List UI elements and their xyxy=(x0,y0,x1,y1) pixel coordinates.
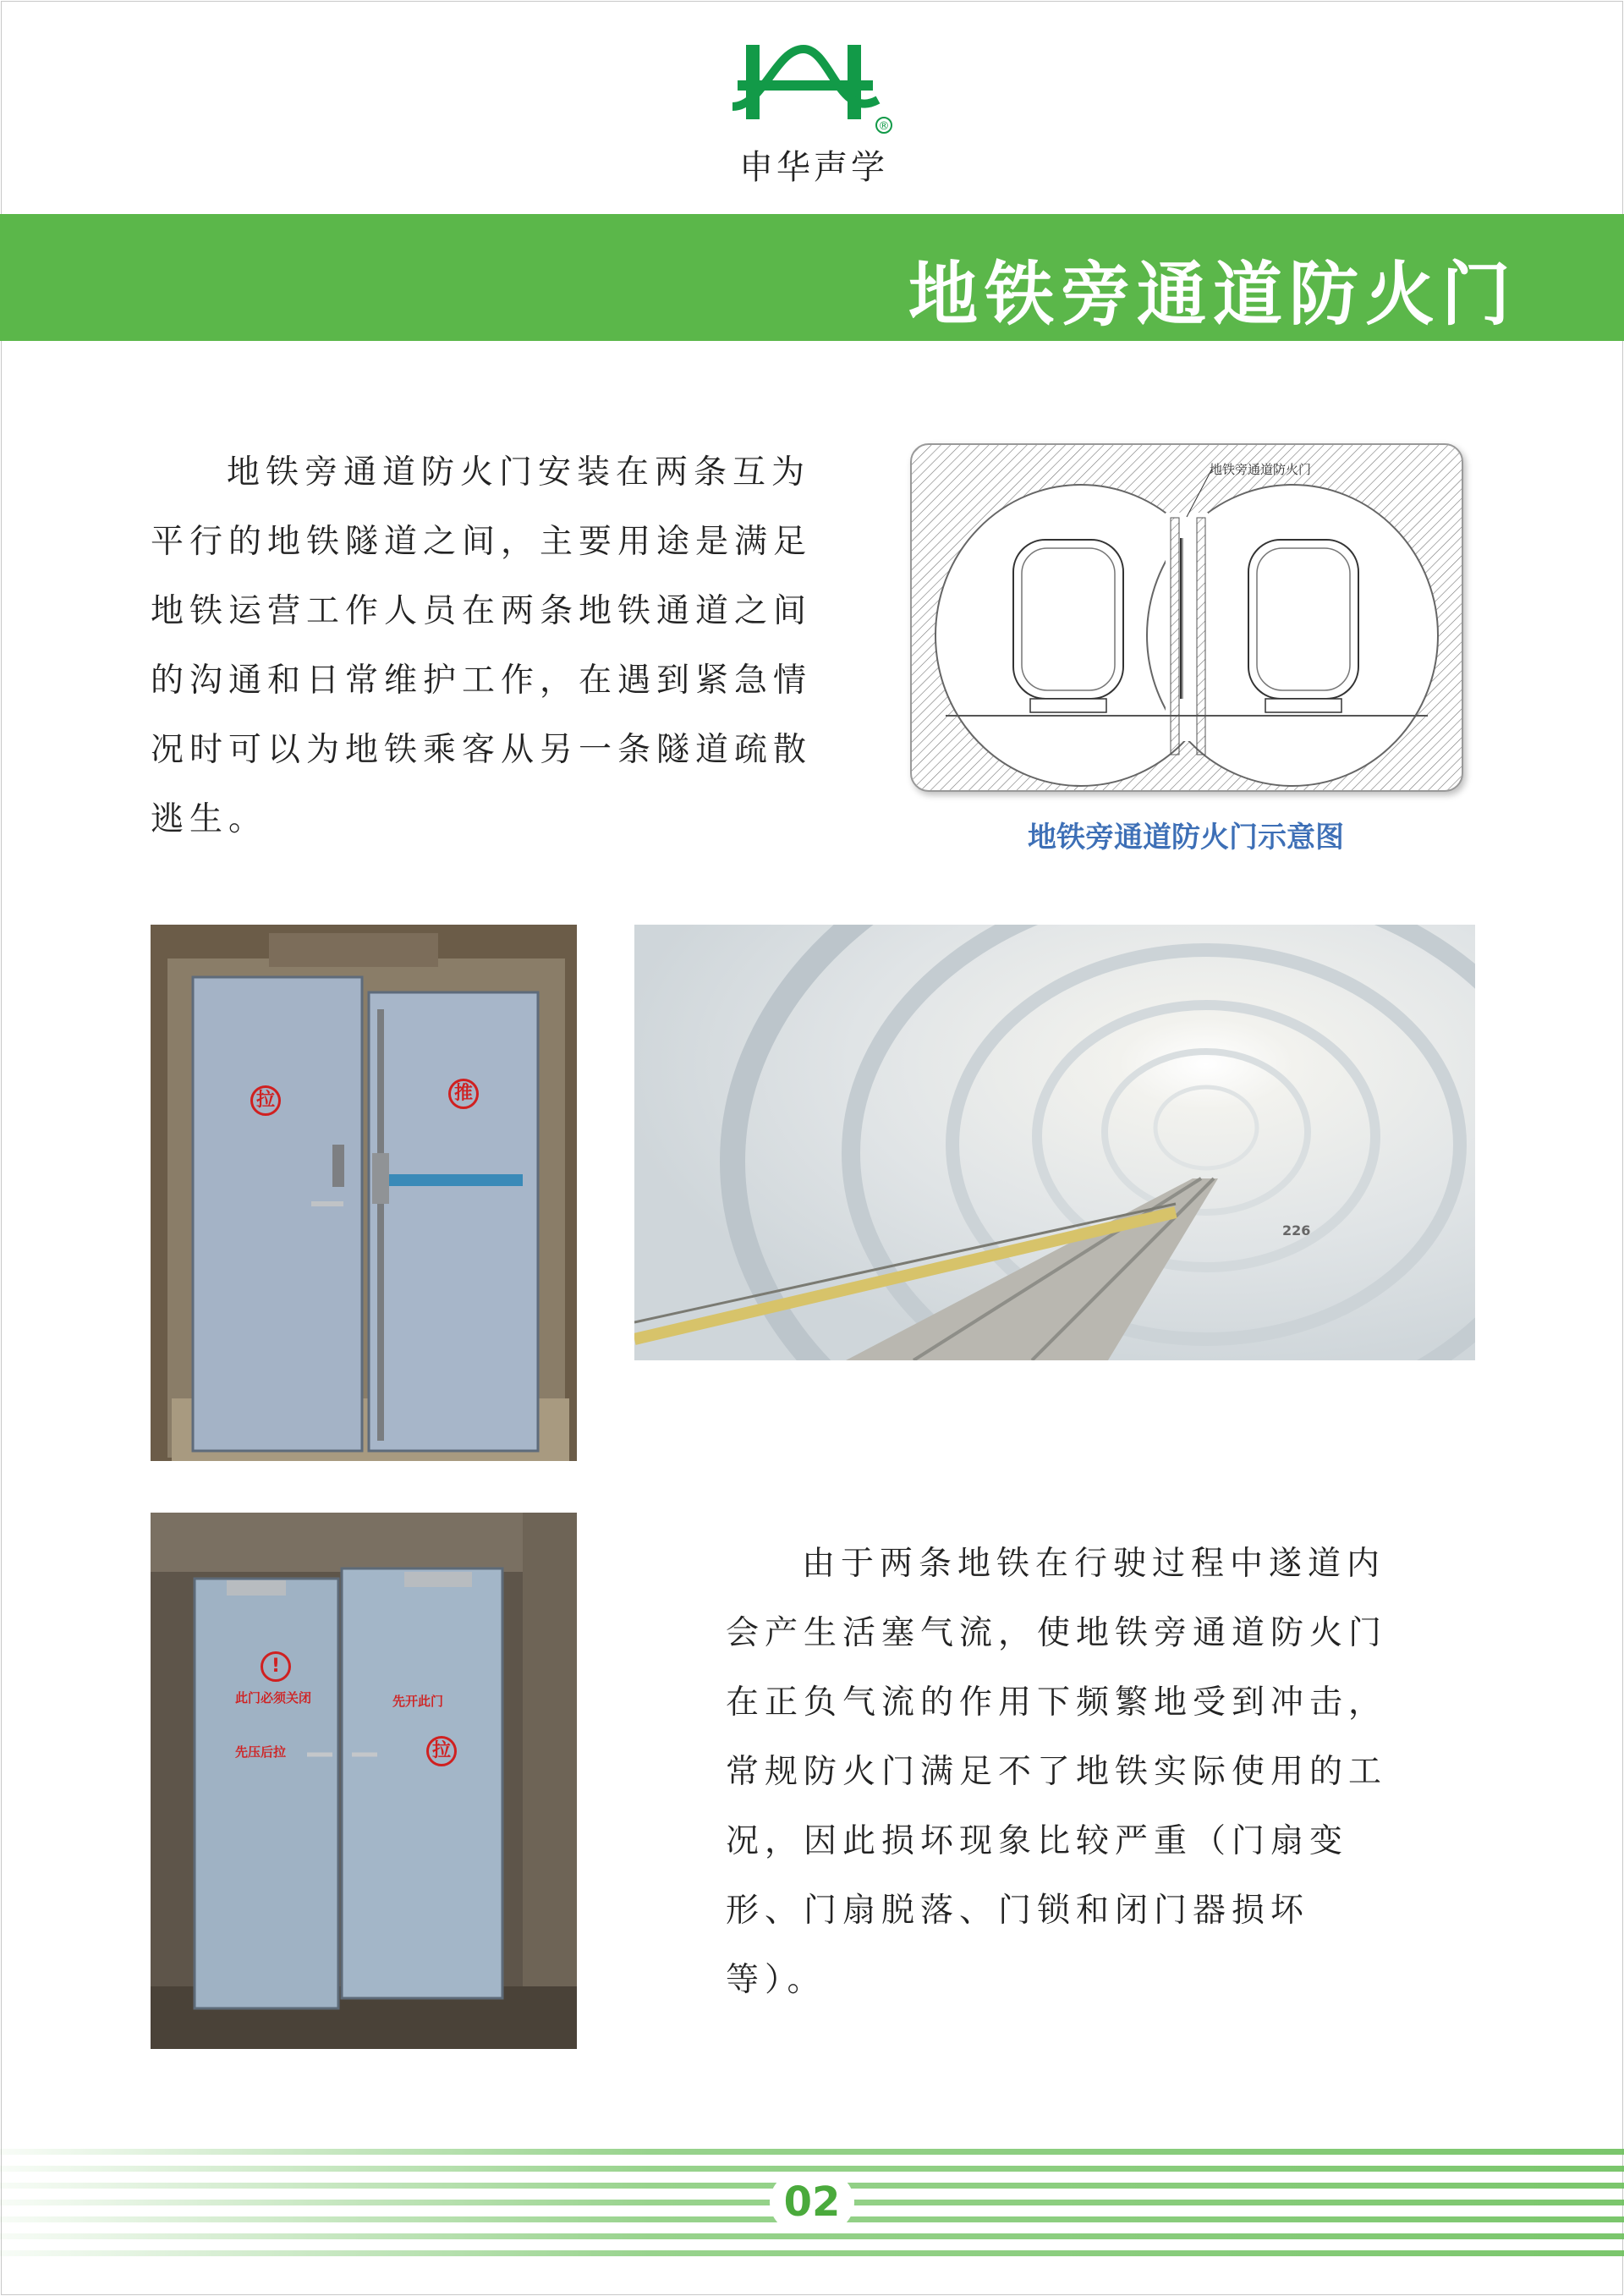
diagram-caption: 地铁旁通道防火门示意图 xyxy=(1028,821,1344,854)
tunnel-marker: 226 xyxy=(1282,1222,1311,1239)
brand-logo xyxy=(729,41,898,187)
warning-sign: ! xyxy=(261,1651,291,1682)
title-band xyxy=(0,214,1624,341)
open-first-text: 先开此门 xyxy=(392,1694,444,1709)
press-then-pull-text: 先压后拉 xyxy=(235,1744,287,1760)
sh-logo-icon xyxy=(729,41,898,134)
pull-sign-2: 拉 xyxy=(426,1736,457,1766)
page-number: 02 xyxy=(770,2172,854,2233)
intro-paragraph: 地铁旁通道防火门安装在两条互为平行的地铁隧道之间，主要用途是满足地铁运营工作人员在两条地铁通道之间的沟通和日常维护工作，在遇到紧急情况时可以为地铁乘客从另一条隧道疏散逃生。 xyxy=(151,453,813,838)
brand-name: 申华声学 xyxy=(739,148,888,187)
fire-door-photo xyxy=(151,925,577,1461)
detail-paragraph: 由于两条地铁在行驶过程中遂道内会产生活塞气流，使地铁旁通道防火门在正负气流的作用下频繁地受到冲击，常规防火门满足不了地铁实际使用的工况，因此损坏现象比较严重（门扇变形、门扇脱落、门锁和闭门器损坏等）。 xyxy=(726,1545,1388,1999)
diagram-label: 地铁旁通道防火门 xyxy=(1210,462,1312,477)
page-title: 地铁旁通道防火门 xyxy=(908,255,1517,335)
double-fire-door-photo xyxy=(151,1513,577,2049)
subway-tunnel-photo xyxy=(634,925,1475,1360)
pull-sign: 拉 xyxy=(250,1085,281,1116)
door-warning-text: 此门必须关闭 xyxy=(235,1690,312,1706)
registered-mark: ® xyxy=(878,120,890,133)
push-sign: 推 xyxy=(448,1079,479,1109)
cross-passage-diagram xyxy=(910,443,1463,792)
